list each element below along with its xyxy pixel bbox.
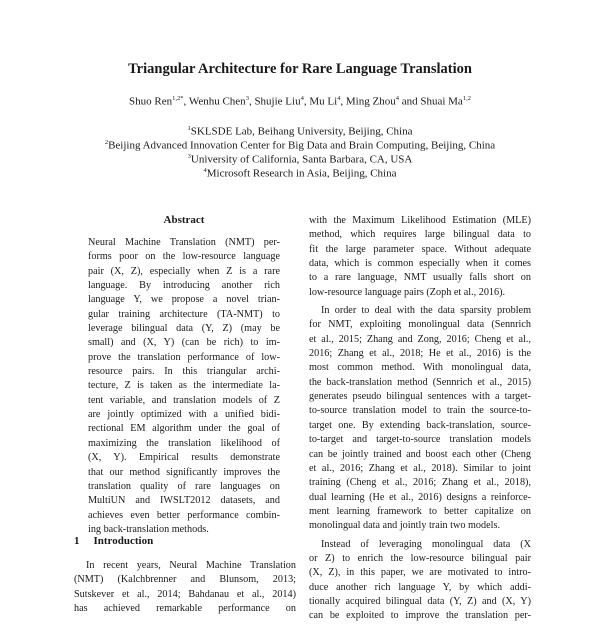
- text-line: achieves even better performance combin-: [88, 509, 280, 521]
- text-line: are jointly optimized with a unified bidi-: [88, 409, 280, 421]
- text-line: language Y, we propose a novel trian-: [88, 294, 280, 306]
- paper-title: Triangular Architecture for Rare Language Translation: [128, 61, 472, 77]
- affiliation-mark: 4: [203, 167, 207, 174]
- text-line: to-target and target-to-source translation models: [309, 434, 531, 446]
- text-line: In recent years, Neural Machine Translation: [86, 560, 296, 571]
- affiliation-text: Microsoft Research in Asia, Beijing, China: [206, 167, 397, 180]
- text-line: translation quality of rare languages on: [88, 480, 280, 492]
- author-name: Mu Li: [309, 95, 338, 108]
- text-line: et al., 2015; Zhang and Zong, 2016; Cheng et al.,: [309, 333, 531, 345]
- author-affiliation-mark: 1,2: [462, 95, 471, 102]
- text-line: fit the large parameter space. Without adequate: [309, 243, 531, 255]
- affiliation-mark: 2: [104, 139, 109, 146]
- abstract-heading: Abstract: [163, 214, 205, 226]
- text-line: forms poor on the low-resource language: [88, 251, 280, 263]
- text-line: Instead of leveraging monolingual data (X: [321, 538, 531, 550]
- text-line: ment learning framework to better capitalize on: [309, 505, 531, 517]
- text-line: language. By introducing another rich: [88, 280, 280, 292]
- text-line: tionally acquired bilingual data (Y, Z) and (X, Y): [309, 595, 531, 607]
- text-line: can be jointly trained and boost each other (Cheng: [309, 448, 531, 460]
- text-line: data, which is common especially when it comes: [309, 258, 531, 270]
- text-line: training (Cheng et al., 2016; Zhang et al., 2018),: [309, 477, 531, 489]
- section-number: 1: [74, 535, 80, 547]
- text-line: that our method significantly improves the: [88, 466, 280, 478]
- author-affiliation-mark: 4: [337, 95, 341, 102]
- text-line: the back-translation method (Sennrich et al., 2015): [309, 376, 531, 388]
- affiliation-text: University of California, Santa Barbara, CA, USA: [190, 153, 413, 166]
- affiliation-text: Beijing Advanced Innovation Center for Big Data and Brain Computing, Beijing, China: [108, 139, 496, 152]
- text-line: (X, Y). Empirical results demonstrate: [88, 452, 280, 464]
- affiliation-mark: 3: [187, 153, 191, 160]
- author-affiliation-mark: 4: [395, 95, 399, 102]
- text-line: (X, Z), in this paper, we are motivated to intro-: [309, 567, 531, 579]
- text-line: duce another rich language Y, by which addi-: [309, 581, 531, 593]
- author-affiliation-mark: 1,2*: [172, 95, 184, 102]
- affiliation-text: SKLSDE Lab, Beihang University, Beijing, China: [190, 125, 413, 138]
- right-column-body: [309, 214, 531, 624]
- text-line: most common method. With monolingual data,: [309, 362, 531, 374]
- text-line: target one. By extending back-translation, source-: [309, 419, 531, 431]
- text-line: pair (X, Z), especially when Z is a rare: [88, 265, 280, 277]
- author-name: Ming Zhou: [345, 95, 396, 108]
- text-line: 2016; Zhang et al., 2018; He et al., 2016) is the: [309, 348, 531, 360]
- text-line: MultiUN and IWSLT2012 datasets, and: [88, 495, 280, 507]
- author-affiliation-mark: 3: [245, 95, 249, 102]
- author-affiliation-mark: 4: [300, 95, 304, 102]
- affiliation-mark: 1: [187, 125, 191, 132]
- text-line: has achieved remarkable performance on: [74, 603, 296, 615]
- text-line: method, which requires large bilingual data to: [309, 229, 531, 241]
- text-line: leverage bilingual data (Y, Z) (may be: [88, 323, 280, 335]
- text-line: with the Maximum Likelihood Estimation (MLE): [309, 215, 531, 226]
- text-line: Sutskever et al., 2014; Bahdanau et al., 2014): [74, 588, 296, 600]
- text-line: can be exploited to improve the translation per-: [309, 610, 531, 622]
- author-name: Shuai Ma: [420, 95, 463, 108]
- text-line: In order to deal with the data sparsity problem: [321, 305, 531, 317]
- text-line: dual learning (He et al., 2016) designs a reinforce-: [309, 491, 531, 503]
- text-line: et al., 2016; Zhang et al., 2018). Similar to joint: [309, 462, 531, 474]
- abstract-body: [88, 236, 280, 537]
- text-line: or Z) to enrich the low-resource bilingual pair: [309, 552, 531, 564]
- author-name: Shuo Ren: [129, 95, 173, 108]
- text-line: prove the translation performance of low-: [88, 351, 280, 363]
- text-line: Neural Machine Translation (NMT) per-: [88, 237, 280, 248]
- author-list: Shuo Ren$^{1,2*}$, Wenhu Chen$^3$, Shujie Liu$^4$, Mu Li$^4$, Ming Zhou$^4$ and Shuai Ma$^{1,2}$: [129, 95, 471, 108]
- text-line: to a rare language, NMT usually falls short on: [309, 272, 531, 284]
- text-line: gular training architecture (TA-NMT) to: [88, 308, 280, 320]
- text-line: ing back-translation methods.: [88, 523, 209, 535]
- author-name: Shujie Liu: [254, 95, 301, 108]
- introduction-body: [74, 559, 296, 616]
- text-line: small) and (X, Y) (can be rich) to im-: [88, 337, 280, 349]
- text-line: to-source translation model to train the source-to-: [309, 405, 531, 417]
- affiliation-4: [0, 164, 600, 181]
- text-line: (NMT) (Kalchbrenner and Blunsom, 2013;: [74, 574, 296, 586]
- text-line: maximizing the translation likelihood of: [88, 437, 280, 449]
- text-line: resource pairs. In this triangular archi-: [88, 366, 280, 378]
- text-line: low-resource language pairs (Zoph et al., 2016).: [309, 286, 506, 298]
- text-line: generates pseudo bilingual sentences with a target-: [309, 391, 531, 403]
- text-line: rectional EM algorithm under the goal of: [88, 423, 280, 435]
- text-line: tecture, Z is taken as the intermediate la-: [88, 380, 280, 392]
- section-title: Introduction: [93, 535, 154, 547]
- section-heading-introduction: [74, 535, 167, 547]
- text-line: monolingual data and jointly train two models.: [309, 520, 500, 532]
- author-name: Wenhu Chen: [188, 95, 246, 108]
- text-line: for NMT, exploiting monolingual data (Sennrich: [309, 319, 531, 331]
- text-line: tent variable, and translation models of Z: [88, 394, 280, 406]
